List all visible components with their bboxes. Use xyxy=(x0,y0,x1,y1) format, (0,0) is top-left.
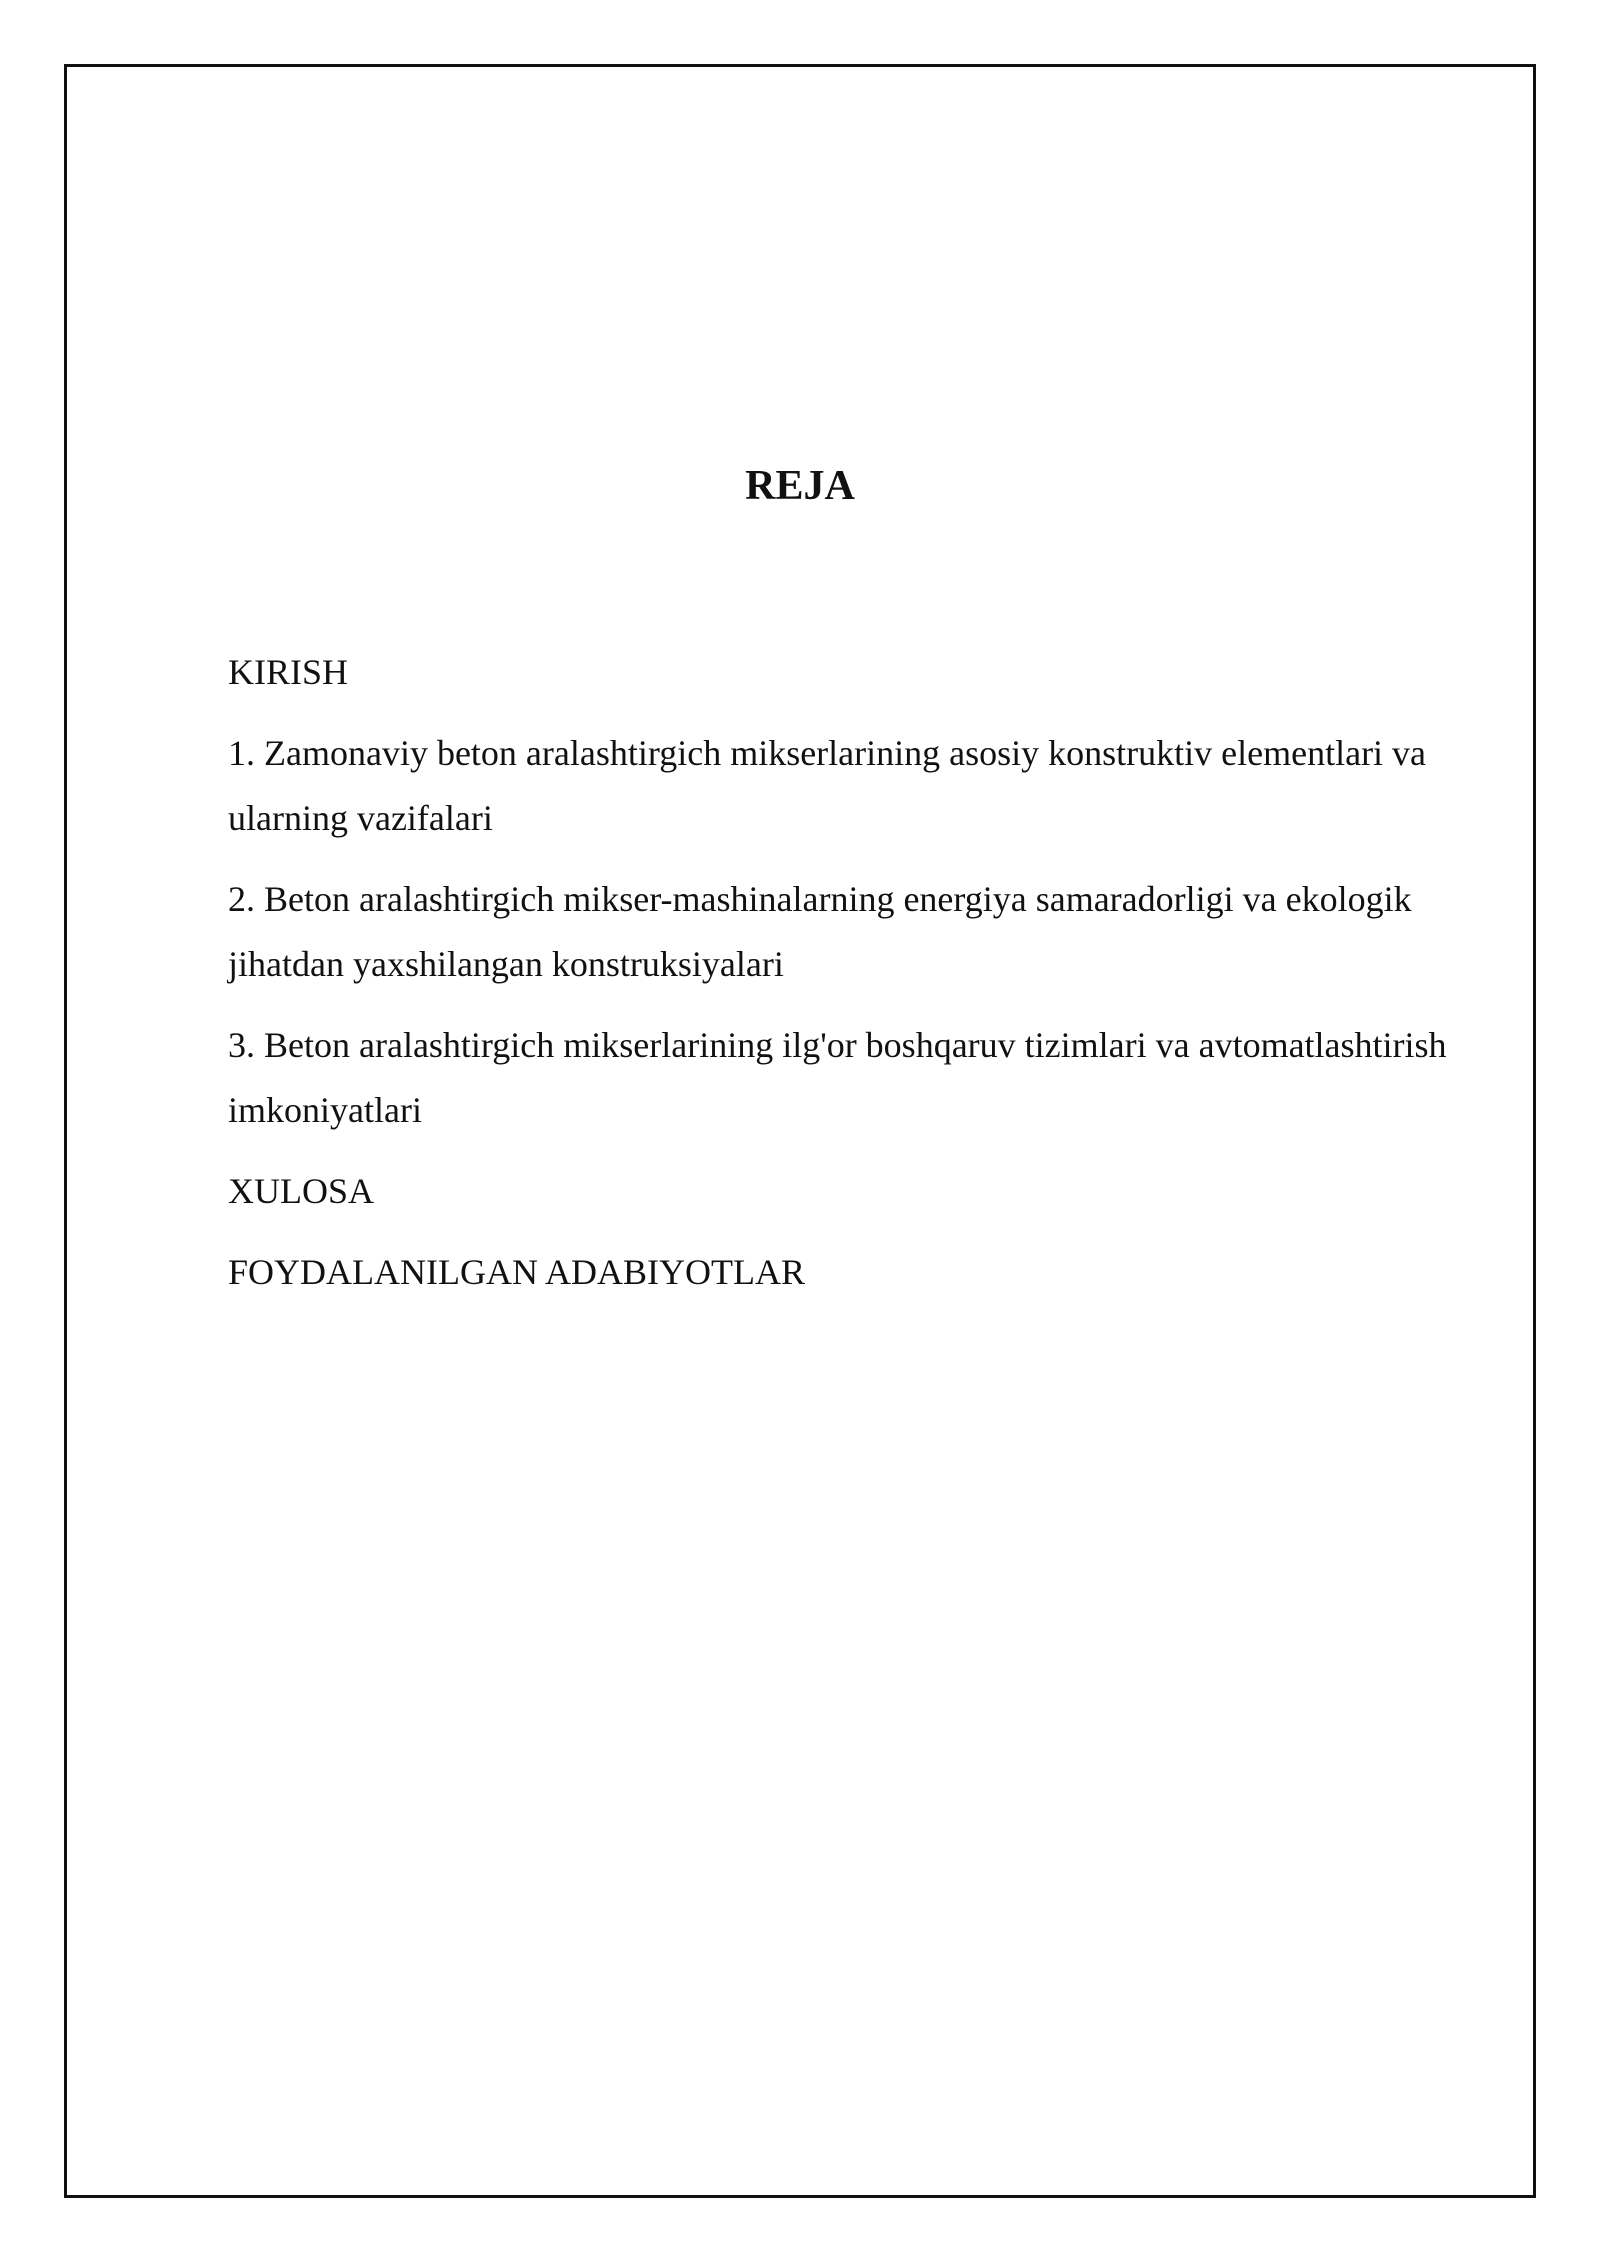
plan-item-introduction: KIRISH xyxy=(228,652,349,692)
page-title: REJA xyxy=(745,463,855,509)
plan-item-references: FOYDALANILGAN ADABIYOTLAR xyxy=(228,1252,805,1292)
plan-item-section-2: 2. Beton aralashtirgich mikser-mashinalarning energiya samaradorligi va ekologik jihatdan yaxshilangan konstruksiyalari xyxy=(228,879,1412,984)
plan-item-conclusion: XULOSA xyxy=(228,1171,375,1211)
plan-item-section-1: 1. Zamonaviy beton aralashtirgich mikserlarining asosiy konstruktiv elementlari va ularning vazifalari xyxy=(228,733,1427,838)
plan-item-section-3: 3. Beton aralashtirgich mikserlarining ilg'or boshqaruv tizimlari va avtomatlashtirish imkoniyatlari xyxy=(228,1025,1447,1130)
plan-list xyxy=(228,640,1518,1321)
